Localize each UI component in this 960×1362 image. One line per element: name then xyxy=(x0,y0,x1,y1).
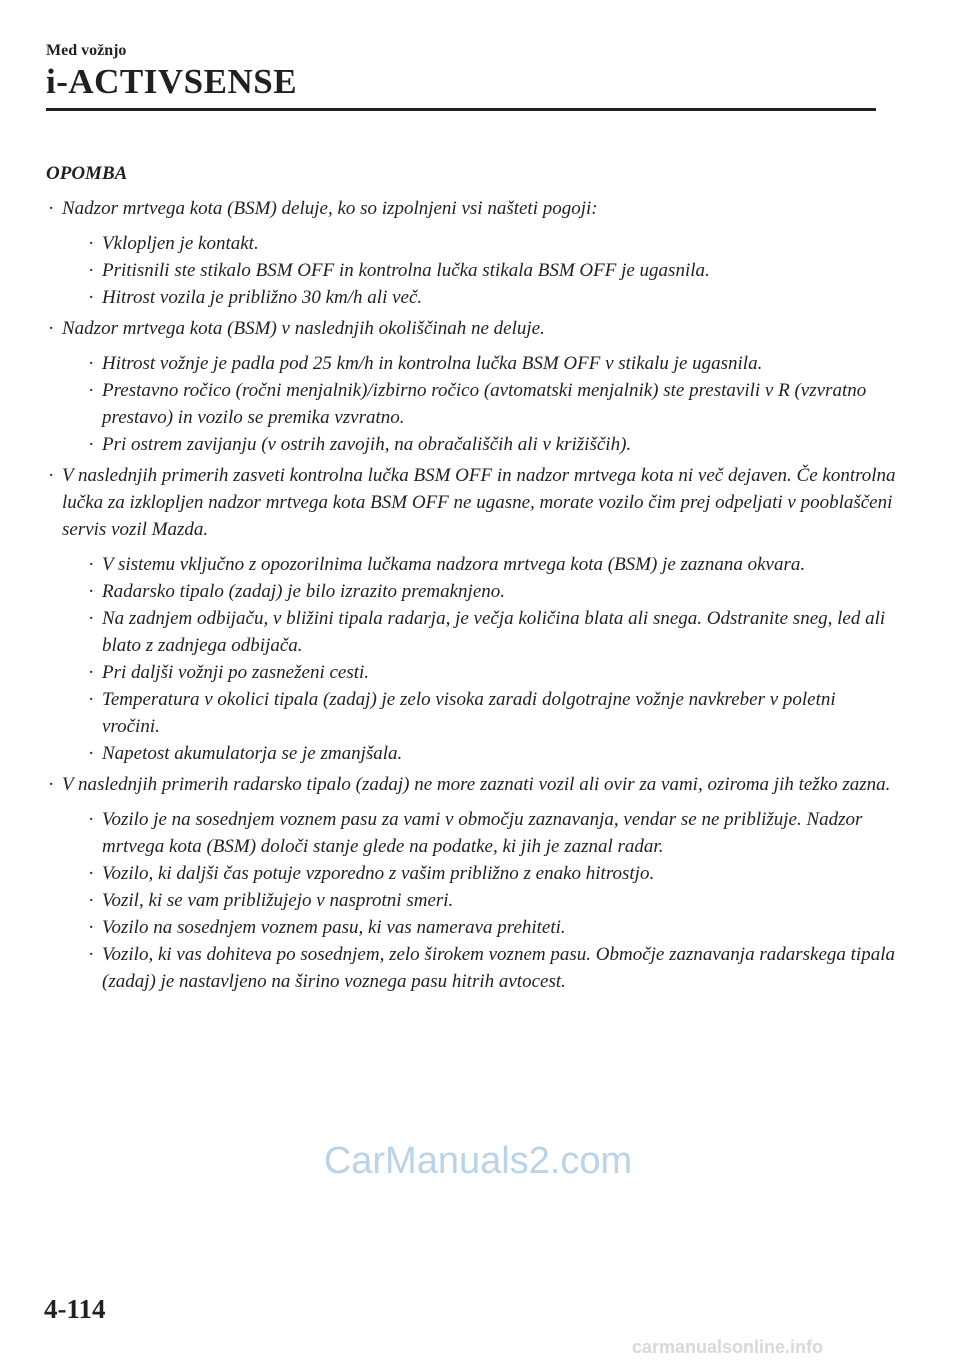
sub-list-item-text: Hitrost vozila je približno 30 km/h ali več. xyxy=(102,287,423,308)
bullet-icon: · xyxy=(88,917,95,938)
list-item-text: V naslednjih primerih radarsko tipalo (zadaj) ne more zaznati vozil ali ovir za vami, oziroma jih težko zazna. xyxy=(62,774,891,795)
note-list xyxy=(46,195,896,995)
sub-list xyxy=(86,230,896,311)
sub-list-item xyxy=(86,377,896,431)
sub-list xyxy=(86,551,896,767)
sub-list-item-text: Radarsko tipalo (zadaj) je bilo izrazito premaknjeno. xyxy=(102,581,506,602)
sub-list-item-text: Vozilo, ki vas dohiteva po sosednjem, zelo širokem voznem pasu. Območje zaznavanja radarskega tipala (zadaj) je nastavljeno na širino voznega pasu hitrih avtocest. xyxy=(102,944,895,992)
bullet-icon: · xyxy=(88,287,95,308)
section-label: Med vožnjo xyxy=(46,42,127,59)
sub-list-item xyxy=(86,350,896,377)
bullet-icon: · xyxy=(88,662,95,683)
sub-list-item-text: Hitrost vožnje je padla pod 25 km/h in kontrolna lučka BSM OFF v stikalu je ugasnila. xyxy=(102,353,763,374)
sub-list-item xyxy=(86,257,896,284)
chapter-title: i-ACTIVSENSE xyxy=(46,62,298,101)
sub-list-item xyxy=(86,686,896,740)
sub-list xyxy=(86,806,896,995)
sub-list-item-text: Vozil, ki se vam približujejo v nasprotni smeri. xyxy=(102,890,454,911)
header-rule xyxy=(46,108,876,111)
sub-list-item xyxy=(86,431,896,458)
list-item-text: Nadzor mrtvega kota (BSM) deluje, ko so izpolnjeni vsi našteti pogoji: xyxy=(62,198,598,219)
sub-list-item xyxy=(86,740,896,767)
bullet-icon: · xyxy=(88,353,95,374)
sub-list-item xyxy=(86,578,896,605)
sub-list-item-text: Pritisnili ste stikalo BSM OFF in kontrolna lučka stikala BSM OFF je ugasnila. xyxy=(102,260,710,281)
bullet-icon: · xyxy=(88,380,95,401)
sub-list-item xyxy=(86,551,896,578)
list-item xyxy=(46,771,896,995)
sub-list-item-text: V sistemu vključno z opozorilnima lučkama nadzora mrtvega kota (BSM) je zaznana okvara. xyxy=(102,554,806,575)
sub-list-item xyxy=(86,860,896,887)
sub-list-item-text: Vklopljen je kontakt. xyxy=(102,233,259,254)
sub-list-item xyxy=(86,941,896,995)
bullet-icon: · xyxy=(88,608,95,629)
bullet-icon: · xyxy=(48,198,55,219)
bullet-icon: · xyxy=(48,465,55,486)
sub-list-item-text: Vozilo na sosednjem voznem pasu, ki vas namerava prehiteti. xyxy=(102,917,566,938)
bullet-icon: · xyxy=(88,554,95,575)
bullet-icon: · xyxy=(88,233,95,254)
bullet-icon: · xyxy=(88,689,95,710)
sub-list-item xyxy=(86,605,896,659)
bullet-icon: · xyxy=(88,809,95,830)
bullet-icon: · xyxy=(88,944,95,965)
list-item-text: V naslednjih primerih zasveti kontrolna lučka BSM OFF in nadzor mrtvega kota ni več dejaven. Če kontrolna lučka za izklopljen nadzor mrtvega kota BSM OFF ne ugasne, morate vozilo čim prej odpeljati v pooblaščeni servis vozil Mazda. xyxy=(62,465,896,540)
sub-list-item-text: Vozilo je na sosednjem voznem pasu za vami v območju zaznavanja, vendar se ne približuje. Nadzor mrtvega kota (BSM) določi stanje glede na podatke, ki jih je zaznal radar. xyxy=(102,809,863,857)
list-item-text: Nadzor mrtvega kota (BSM) v naslednjih okoliščinah ne deluje. xyxy=(62,318,545,339)
sub-list-item-text: Napetost akumulatorja se je zmanjšala. xyxy=(102,743,403,764)
sub-list-item xyxy=(86,230,896,257)
sub-list-item-text: Pri daljši vožnji po zasneženi cesti. xyxy=(102,662,370,683)
note-block xyxy=(46,160,896,999)
sub-list-item xyxy=(86,284,896,311)
sub-list-item xyxy=(86,887,896,914)
watermark: CarManuals2.com xyxy=(323,1140,633,1182)
list-item xyxy=(46,315,896,458)
sub-list-item xyxy=(86,659,896,686)
list-item xyxy=(46,195,896,311)
site-mark: carmanualsonline.info xyxy=(632,1337,824,1357)
sub-list xyxy=(86,350,896,458)
bullet-icon: · xyxy=(88,260,95,281)
bullet-icon: · xyxy=(48,318,55,339)
sub-list-item-text: Prestavno ročico (ročni menjalnik)/izbirno ročico (avtomatski menjalnik) ste prestavili v R (vzvratno prestavo) in vozilo se premika vzvratno. xyxy=(102,380,867,428)
page-number: 4-114 xyxy=(44,1294,106,1324)
sub-list-item xyxy=(86,914,896,941)
bullet-icon: · xyxy=(88,434,95,455)
bullet-icon: · xyxy=(88,863,95,884)
sub-list-item-text: Vozilo, ki daljši čas potuje vzporedno z vašim približno z enako hitrostjo. xyxy=(102,863,655,884)
sub-list-item-text: Pri ostrem zavijanju (v ostrih zavojih, na obračališčih ali v križiščih). xyxy=(102,434,632,455)
bullet-icon: · xyxy=(88,743,95,764)
bullet-icon: · xyxy=(88,890,95,911)
sub-list-item-text: Na zadnjem odbijaču, v bližini tipala radarja, je večja količina blata ali snega. Odstranite sneg, led ali blato z zadnjega odbijača. xyxy=(102,608,886,656)
bullet-icon: · xyxy=(88,581,95,602)
sub-list-item xyxy=(86,806,896,860)
bullet-icon: · xyxy=(48,774,55,795)
list-item xyxy=(46,462,896,767)
note-heading: OPOMBA xyxy=(46,163,128,184)
sub-list-item-text: Temperatura v okolici tipala (zadaj) je zelo visoka zaradi dolgotrajne vožnje navkreber v poletni vročini. xyxy=(102,689,836,737)
